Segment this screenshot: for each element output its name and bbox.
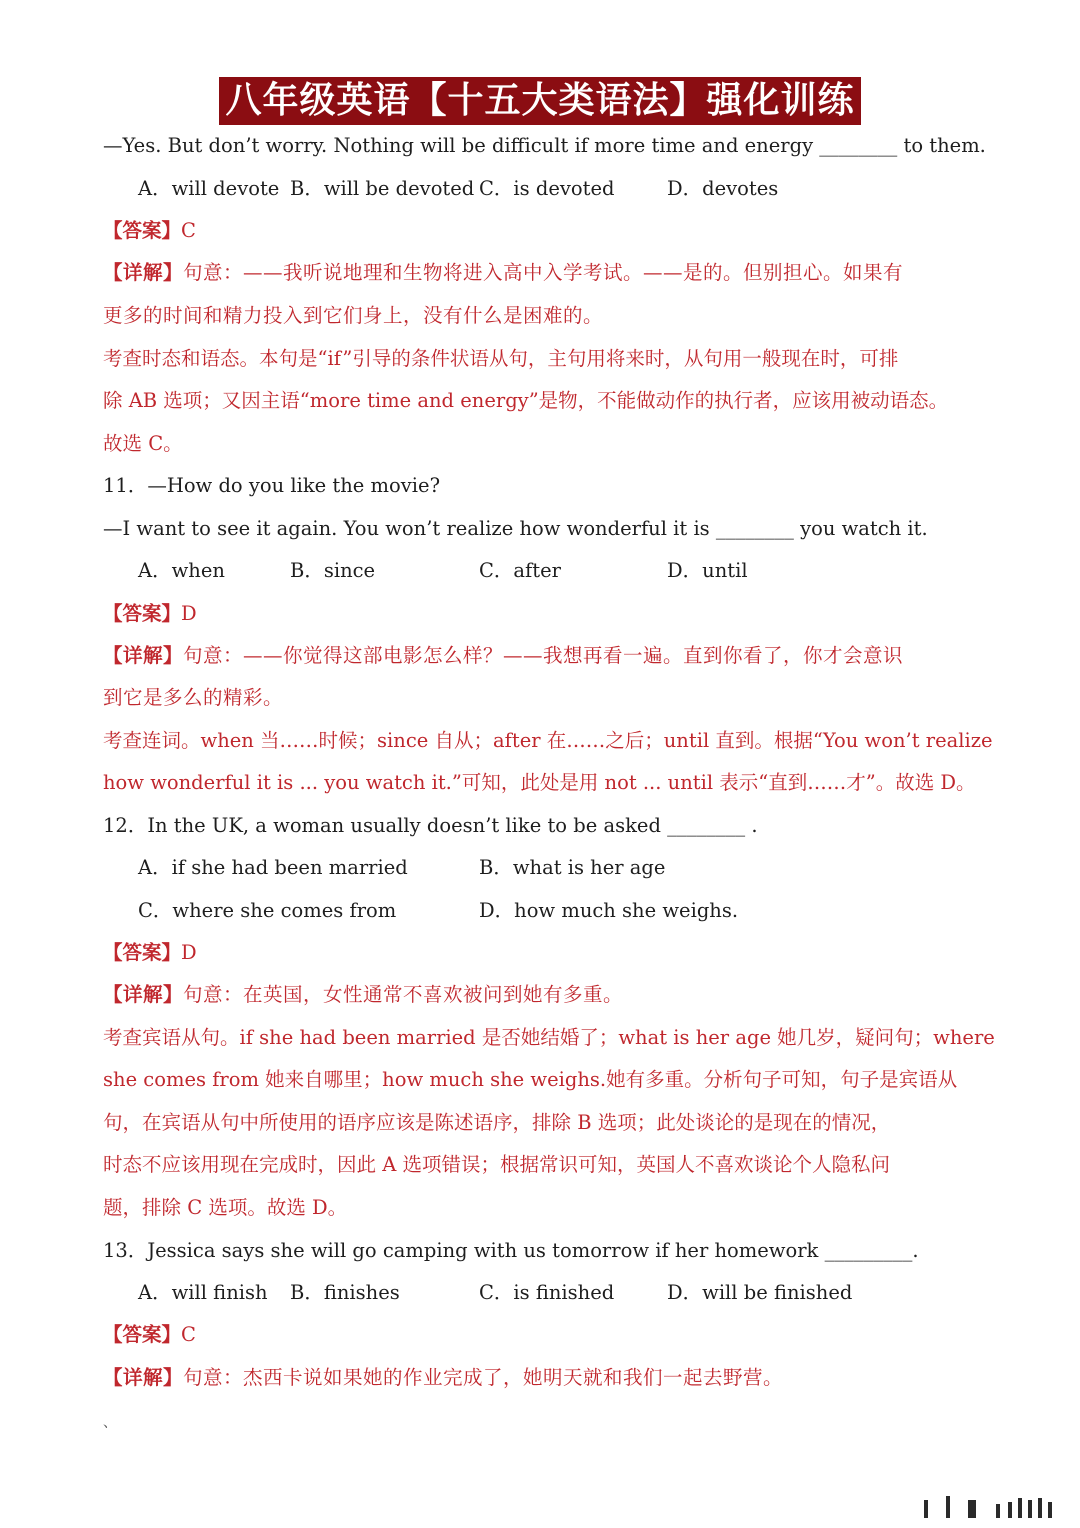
q12-detail-line-3: she comes from 她来自哪里；how much she weighs.她有多重。分析句子可知，句子是宾语从 (103, 1068, 958, 1091)
detail-tag: 【详解】 (103, 261, 184, 284)
q12-options-row-1 (103, 854, 983, 882)
q11-detail-line-2: 到它是多么的精彩。 (103, 686, 284, 709)
page-title: 八年级英语【十五大类语法】强化训练 (219, 77, 860, 125)
q12-answer (103, 939, 983, 967)
q10-option-b: B．will be devoted (290, 177, 475, 200)
q10-detail-line-5: 故选 C。 (103, 432, 183, 455)
q12-option-d: D．how much she weighs. (479, 899, 739, 922)
q13-detail-line-1 (103, 1364, 983, 1392)
q10-answer (103, 217, 983, 245)
q11-detail-line-1 (103, 642, 983, 670)
q12-detail-line-4: 句，在宾语从句中所使用的语序应该是陈述语序，排除 B 选项；此处谈论的是现在的情况， (103, 1111, 891, 1134)
q11-option-d: D．until (667, 559, 748, 582)
footer-mark: 、 (103, 1415, 117, 1431)
q11-detail-line-3: 考查连词。when 当……时候；since 自从；after 在……之后；until 直到。根据“You won’t realize (103, 729, 993, 752)
q12-detail-line-2: 考查宾语从句。if she had been married 是否她结婚了；what is her age 她几岁，疑问句；where (103, 1026, 995, 1049)
q11-option-c: C．after (479, 559, 561, 582)
q12-detail-line-1 (103, 981, 983, 1009)
q13-option-a: A．will finish (138, 1281, 268, 1304)
q12-option-c: C．where she comes from (138, 899, 397, 922)
q12-option-b: B．what is her age (479, 856, 666, 879)
detail-text: 句意：——我听说地理和生物将进入高中入学考试。——是的。但别担心。如果有 (183, 261, 904, 284)
q13-options (103, 1279, 983, 1307)
detail-tag: 【详解】 (103, 1366, 184, 1389)
detail-text: 句意：在英国，女性通常不喜欢被问到她有多重。 (183, 983, 624, 1006)
answer-tag: 【答案】 (103, 941, 182, 964)
q13-option-b: B．finishes (290, 1281, 400, 1304)
answer-value: C (181, 1323, 196, 1346)
q12-options-row-2 (103, 897, 983, 925)
q10-options (103, 175, 983, 203)
detail-tag: 【详解】 (103, 644, 184, 667)
answer-tag: 【答案】 (103, 1323, 182, 1346)
answer-value: D (181, 602, 197, 625)
detail-text: 句意：——你觉得这部电影怎么样？——我想再看一遍。直到你看了，你才会意识 (183, 644, 904, 667)
q10-option-c: C．is devoted (479, 177, 615, 200)
q10-detail-line-3: 考查时态和语态。本句是“if”引导的条件状语从句，主句用将来时，从句用一般现在时，可排 (103, 347, 899, 370)
title-wrap (0, 77, 1080, 125)
detail-tag: 【详解】 (103, 983, 184, 1006)
answer-tag: 【答案】 (103, 219, 182, 242)
q10-stem-line: —Yes. But don’t worry. Nothing will be difficult if more time and energy ________ to them. (103, 134, 986, 157)
q10-option-d: D．devotes (667, 177, 779, 200)
q10-detail-line-2: 更多的时间和精力投入到它们身上，没有什么是困难的。 (103, 304, 604, 327)
q13-option-c: C．is finished (479, 1281, 615, 1304)
q11-stem-line-2: —I want to see it again. You won’t realize how wonderful it is ________ you watch it. (103, 517, 928, 540)
q11-option-b: B．since (290, 559, 376, 582)
q13-option-d: D．will be finished (667, 1281, 853, 1304)
q12-detail-line-5: 时态不应该用现在完成时，因此 A 选项错误；根据常识可知，英国人不喜欢谈论个人隐私问 (103, 1153, 890, 1176)
answer-value: C (181, 219, 196, 242)
answer-value: D (181, 941, 197, 964)
q11-option-a: A．when (138, 559, 225, 582)
q10-detail-line-1 (103, 259, 983, 287)
q10-option-a: A．will devote (138, 177, 280, 200)
q12-detail-line-6: 题，排除 C 选项。故选 D。 (103, 1196, 348, 1219)
q12-option-a: A．if she had been married (138, 856, 408, 879)
q11-stem-line-1: 11．—How do you like the movie? (103, 474, 441, 497)
q11-options (103, 557, 983, 585)
q11-answer (103, 600, 983, 628)
detail-text: 句意：杰西卡说如果她的作业完成了，她明天就和我们一起去野营。 (183, 1366, 784, 1389)
q13-answer (103, 1321, 983, 1349)
answer-tag: 【答案】 (103, 602, 182, 625)
q10-detail-line-4: 除 AB 选项；又因主语“more time and energy”是物，不能做动作的执行者，应该用被动语态。 (103, 389, 949, 412)
q13-stem: 13．Jessica says she will go camping with us tomorrow if her homework _________. (103, 1239, 919, 1262)
q12-stem: 12．In the UK, a woman usually doesn’t like to be asked ________ . (103, 814, 758, 837)
watermark-bars (862, 1490, 1062, 1518)
q11-detail-line-4: how wonderful it is ... you watch it.”可知，此处是用 not ... until 表示“直到……才”。故选 D。 (103, 771, 976, 794)
